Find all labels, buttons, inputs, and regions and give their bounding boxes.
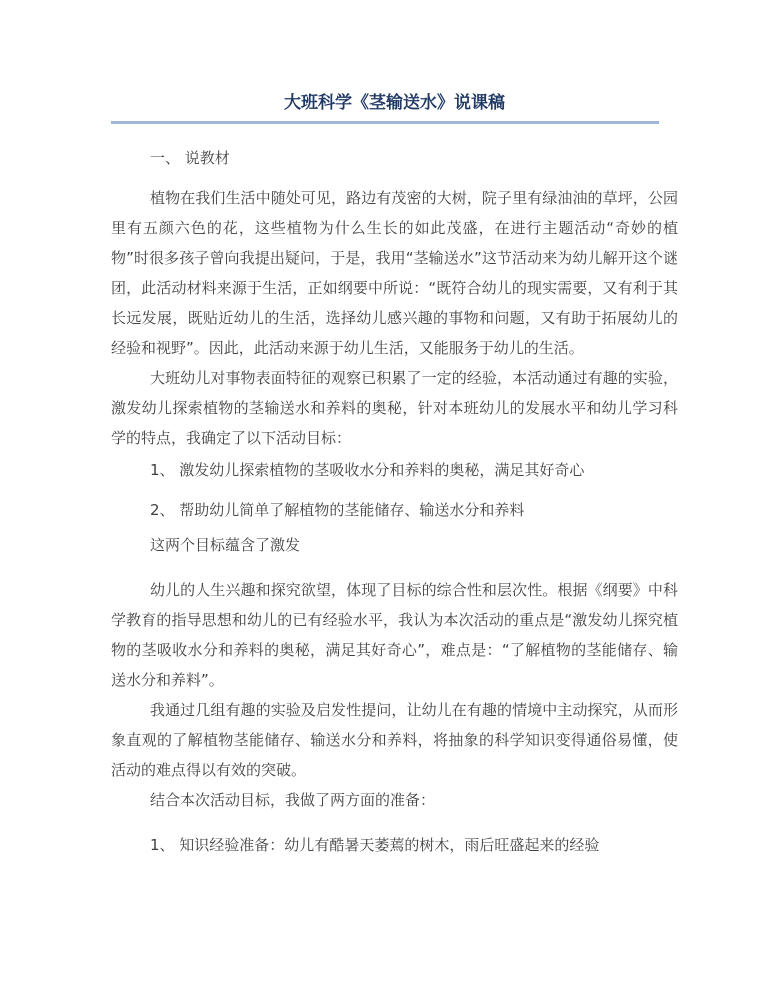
goal-item-2: 2、 帮助幼儿简单了解植物的茎能储存、输送水分和养料 <box>150 501 525 519</box>
paragraph-intro: 植物在我们生活中随处可见，路边有茂密的大树，院子里有绿油油的草坪，公园里有五颜六色的花，这些植物为什么生长的如此茂盛，在进行主题活动“奇妙的植物”时很多孩子曾向我提出疑问，于是，我用“茎输送水”这节活动来为幼儿解开这个谜团，此活动材料来源于生活，正如纲要中所说：“既符合幼儿的现实需要，又有利于其长远发展，既贴近幼儿的生活，选择幼儿感兴趣的事物和问题，又有助于拓展幼儿的经验和视野”。因此，此活动来源于幼儿生活，又能服务于幼儿的生活。 <box>111 189 678 357</box>
paragraph-method: 我通过几组有趣的实验及启发性提问，让幼儿在有趣的情境中主动探究，从而形象直观的了解植物茎能储存、输送水分和养料，将抽象的科学知识变得通俗易懂，使活动的难点得以有效的突破。 <box>111 701 678 779</box>
goal-item-1: 1、 激发幼儿探索植物的茎吸收水分和养料的奥秘，满足其好奇心 <box>150 461 585 479</box>
paragraph-preparation-lead: 结合本次活动目标，我做了两方面的准备： <box>150 791 436 809</box>
paragraph-goal-lead: 这两个目标蕴含了激发 <box>150 536 301 554</box>
preparation-item-1: 1、 知识经验准备：幼儿有酷暑天萎蔫的树木，雨后旺盛起来的经验 <box>150 836 600 854</box>
paragraph-key-points: 幼儿的人生兴趣和探究欲望，体现了目标的综合性和层次性。根据《纲要》中科学教育的指导思想和幼儿的已有经验水平，我认为本次活动的重点是“激发幼儿探究植物的茎吸收水分和养料的奥秘，满足其好奇心”，难点是：“了解植物的茎能储存、输送水分和养料”。 <box>111 581 678 689</box>
section-heading: 一、 说教材 <box>150 149 230 167</box>
document-title: 大班科学《茎输送水》说课稿 <box>284 93 505 113</box>
paragraph-experience: 大班幼儿对事物表面特征的观察已积累了一定的经验，本活动通过有趣的实验，激发幼儿探索植物的茎输送水和养料的奥秘，针对本班幼儿的发展水平和幼儿学习科学的特点，我确定了以下活动目标： <box>111 369 678 447</box>
title-divider <box>111 121 659 124</box>
